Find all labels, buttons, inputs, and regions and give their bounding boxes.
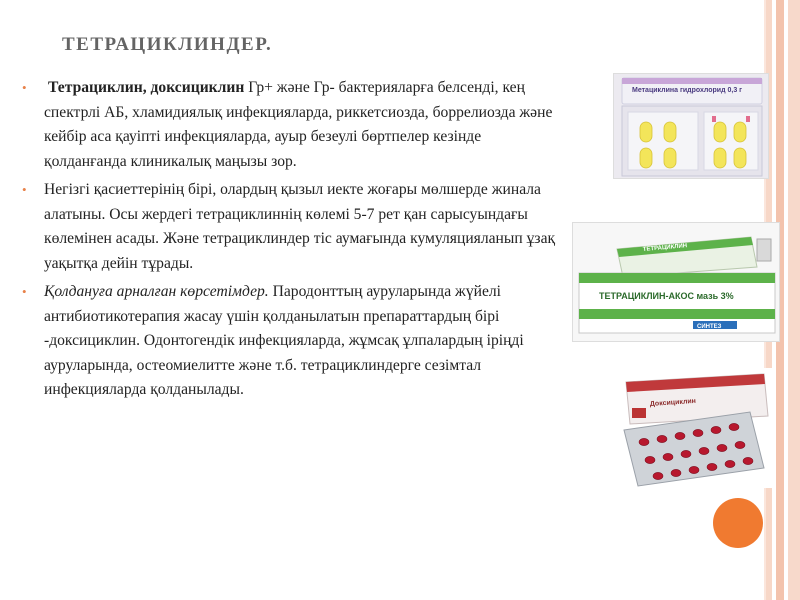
bullet-icon: • [22,284,27,299]
bullet-icon: • [22,182,27,197]
pack-label-line1: Метациклина гидрохлорид 0,3 г [632,87,743,94]
decorative-orange-circle [713,498,763,548]
item-lead: Қолдануға арналған көрсетімдер. [44,283,269,300]
doxy-box-label: Доксициклин [649,397,697,408]
ointment-label: ТЕТРАЦИКЛИН-АКОС мазь 3% [599,291,734,301]
bullet-item [22,178,562,276]
item-lead: Тетрациклин, доксициклин [48,79,245,96]
slide-title [62,34,272,56]
slide-title-suffix: . [265,34,273,55]
slide-body [22,76,562,407]
tetracycline-ointment-image [572,222,780,342]
bullet-item [22,280,562,403]
item-text: Негізгі қасиеттерінің бірі, олардың қызыл иекте жоғары мөлшерде жинала алатыны. Осы жердегі тетрациклиннің көлемі 5-7 рет қан сарысуындағы көлемінен асады. Және тетрациклиндер тіс аумағында кумуляцияланып ұзақ уақытқа дейін тұрады. [44,181,556,272]
bullet-icon: • [22,80,27,95]
doxycycline-pack-image [610,368,772,488]
svg-text:ТЕТРАЦИКЛИН: ТЕТРАЦИКЛИН [642,243,688,253]
item-text: Пародонттың ауруларында жүйелі антибиотикотерапия жасау үшін қолданылатын препараттардың бірі -доксициклин. Одонтогендік инфекцияларда, жұмсақ ұлпалардың іріңді ауруларында, остеомиелитте және т.б. тетрациклиндерге сезімтал инфекцияларда қолданылады. [44,283,524,398]
slide-title-text: ТЕТРАЦИКЛИНДЕР [62,34,266,55]
bullet-item [22,76,562,174]
metacycline-pack-image [613,73,769,179]
ointment-brand: СИНТЕЗ [697,324,722,330]
item-text: Гр+ және Гр- бактерияларға белсенді, кең спектрлі АБ, хламидиялық инфекцияларда, риккетсиозда, боррелиозда және кейбір аса қауіпті инфекцияларда, ауыр безеулі бөртпелер кезінде қолданғанда клиникалық маңызы зор. [44,79,553,170]
